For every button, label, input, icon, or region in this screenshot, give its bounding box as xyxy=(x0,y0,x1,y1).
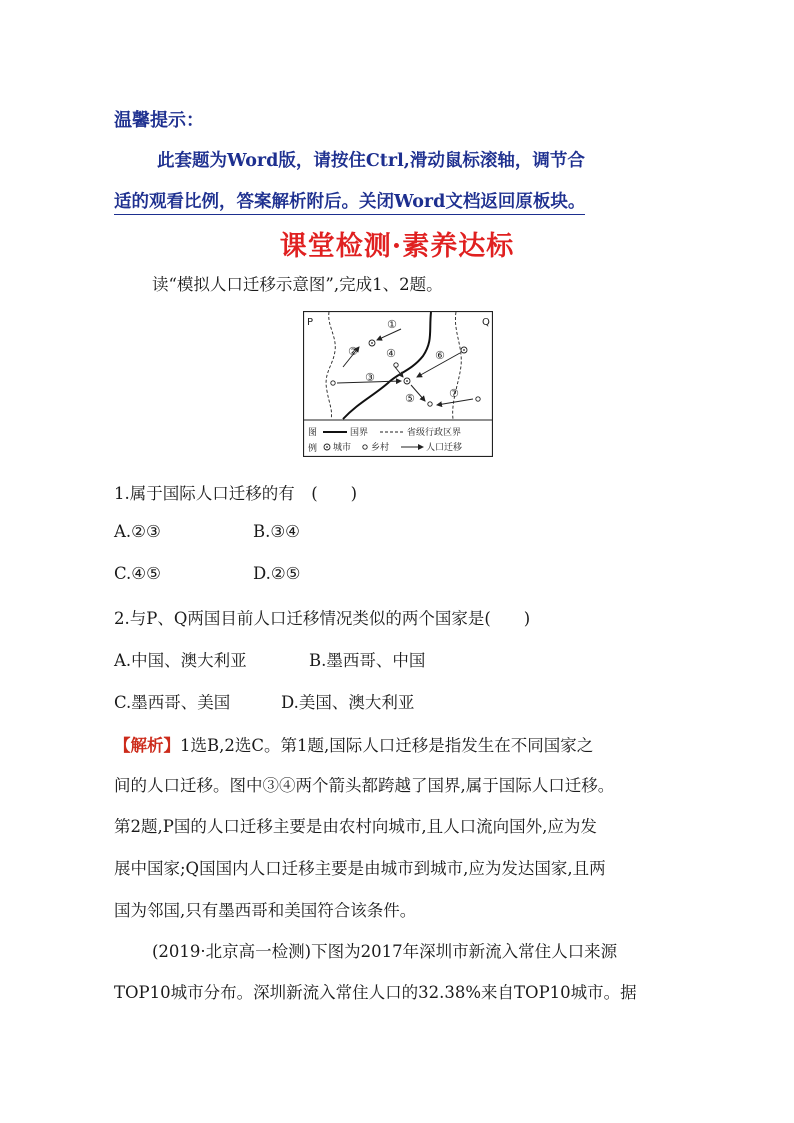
question-2-stem: 2.与P、Q两国目前人口迁移情况类似的两个国家是( ) xyxy=(114,609,531,628)
analysis-line-4: 展中国家;Q国国内人口迁移主要是由城市到城市,应为发达国家,且两 xyxy=(114,859,606,878)
map-label-p: P xyxy=(307,317,314,328)
marker-1: ① xyxy=(387,318,397,331)
analysis-tag: 【解析】 xyxy=(114,736,180,755)
analysis-text-1: 1选B,2选C。第1题,国际人口迁移是指发生在不同国家之 xyxy=(180,736,594,755)
legend-border-label: 国界 xyxy=(350,428,369,438)
question-1-option-b[interactable]: B.③④ xyxy=(253,522,300,541)
question-1-option-c[interactable]: C.④⑤ xyxy=(114,564,161,583)
tip-title: 温馨提示： xyxy=(114,110,204,131)
marker-6: ⑥ xyxy=(435,349,445,362)
legend-title-1: 图 xyxy=(308,428,318,438)
marker-2: ② xyxy=(348,345,358,358)
question-1-stem: 1.属于国际人口迁移的有 ( ) xyxy=(114,484,358,503)
map-intro: 读“模拟人口迁移示意图”,完成1、2题。 xyxy=(152,275,443,294)
question-1-option-d[interactable]: D.②⑤ xyxy=(253,564,301,583)
question-1-option-a[interactable]: A.②③ xyxy=(114,522,161,541)
legend-title-2: 例 xyxy=(308,444,318,454)
next-question-line-1: (2019·北京高一检测)下图为2017年深圳市新流入常住人口来源 xyxy=(152,942,618,961)
legend-city-label: 城市 xyxy=(333,443,352,453)
tip-line-2: 适的观看比例，答案解析附后。关闭Word文档返回原板块。 xyxy=(114,188,585,215)
marker-5: ⑤ xyxy=(405,392,415,405)
legend-village-label: 乡村 xyxy=(371,443,390,453)
question-2-option-d[interactable]: D.美国、澳大利亚 xyxy=(281,693,415,712)
analysis-line-2: 间的人口迁移。图中③④两个箭头都跨越了国界,属于国际人口迁移。 xyxy=(114,776,615,795)
section-heading: 课堂检测·素养达标 xyxy=(279,231,515,262)
question-2-option-a[interactable]: A.中国、澳大利亚 xyxy=(114,651,247,670)
next-question-line-2: TOP10城市分布。深圳新流入常住人口的32.38%来自TOP10城市。据 xyxy=(114,983,637,1002)
analysis-line-3: 第2题,P国的人口迁移主要是由农村向城市,且人口流向国外,应为发 xyxy=(114,817,597,836)
tip-line-1: 此套题为Word版，请按住Ctrl,滑动鼠标滚轴，调节合 xyxy=(157,151,585,171)
analysis-line-5: 国为邻国,只有墨西哥和美国符合该条件。 xyxy=(114,901,417,920)
legend-province-label: 省级行政区界 xyxy=(407,428,462,438)
legend-migration-label: 人口迁移 xyxy=(426,443,463,453)
marker-7: ⑦ xyxy=(449,387,459,400)
marker-4: ④ xyxy=(386,347,396,360)
question-2-option-c[interactable]: C.墨西哥、美国 xyxy=(114,693,231,712)
map-label-q: Q xyxy=(482,317,490,328)
marker-3: ③ xyxy=(365,371,375,384)
analysis-line-1 xyxy=(114,732,593,756)
migration-map xyxy=(303,311,493,457)
question-2-option-b[interactable]: B.墨西哥、中国 xyxy=(309,651,426,670)
